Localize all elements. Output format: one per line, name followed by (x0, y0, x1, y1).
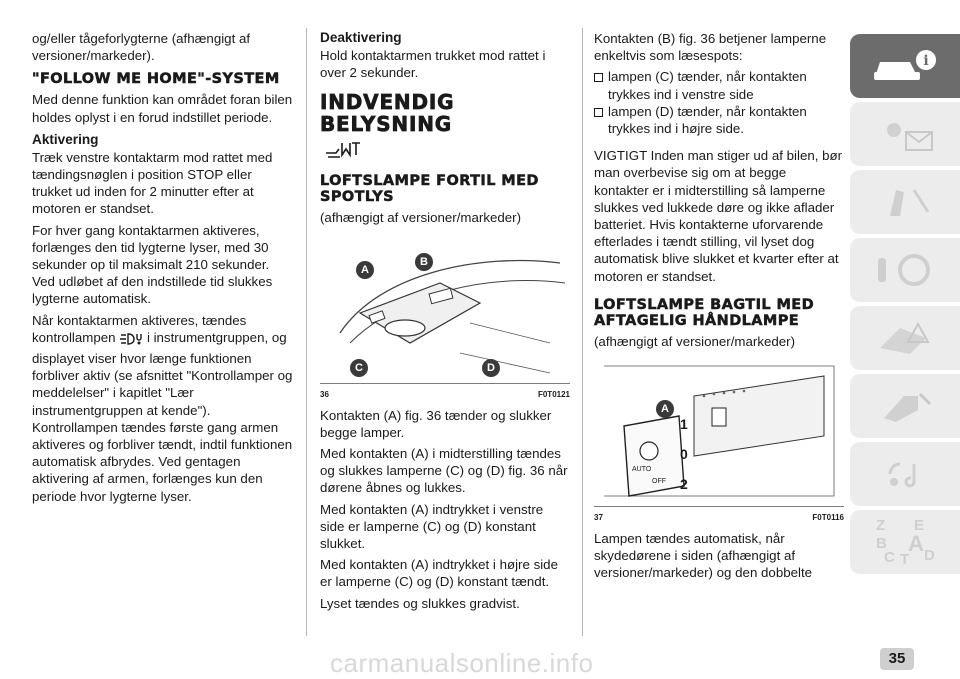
callout-c: C (350, 359, 368, 377)
section-heading-loftslampe-fortil: LOFTSLAMPE FORTIL MED SPOTLYS (320, 173, 539, 206)
tab-seat-airbag[interactable] (850, 170, 960, 234)
section-heading-loftslampe-bagtil: LOFTSLAMPE BAGTIL MED AFTAGELIG HÅNDLAMPE (594, 296, 815, 329)
paragraph: Lampen tændes automatisk, når skydedørene i siden (afhængigt af versioner/markeder) og den dobbelte (594, 531, 813, 581)
switch-label-auto: AUTO (632, 466, 652, 474)
figure-code: F0T0116 (812, 513, 844, 523)
interior-light-icon (322, 139, 570, 166)
switch-label-off: OFF (652, 478, 666, 486)
paragraph: Træk venstre kontaktarm mod rattet med tændingsnøglen i position STOP eller trukket ud inden for 2 minutter efter at motoren er standset. (32, 149, 273, 217)
tab-service[interactable] (850, 374, 960, 438)
paragraph: Lyset tændes og slukkes gradvist. (320, 595, 520, 611)
tab-warning-lights[interactable] (850, 102, 960, 166)
paragraph: (afhængigt af versioner/markeder) (594, 333, 796, 349)
tab-index[interactable] (850, 510, 960, 574)
subheading-deaktivering: Deaktivering (320, 30, 402, 45)
figure-caption (320, 390, 570, 399)
bullet-square-icon (594, 108, 603, 117)
paragraph: Med kontakten (A) indtrykket i venstre side er lamperne (C) og (D) konstant slukket. (320, 501, 544, 552)
multimedia-icon (870, 454, 940, 494)
key-steering-icon (870, 250, 940, 290)
follow-me-warning-light-icon (119, 332, 143, 350)
list-item: lampen (D) tænder, når kontakten trykkes ind i højre side. (594, 103, 844, 147)
car-info-icon (870, 46, 940, 86)
chapter-heading-indvendig-belysning: INDVENDIG BELYSNING (320, 90, 455, 137)
column-divider (582, 28, 583, 636)
switch-position-0: 0 (680, 446, 688, 463)
service-icon (870, 386, 940, 426)
callout-a: A (656, 400, 674, 418)
figure-36-front-ceiling-lamp (320, 233, 570, 384)
paragraph: Kontakten (A) fig. 36 tænder og slukker begge lamper. (320, 407, 552, 440)
callout-b: B (415, 253, 433, 271)
paragraph: (afhængigt af versioner/markeder) (320, 210, 522, 226)
figure-number: 37 (594, 513, 603, 523)
subheading-aktivering: Aktivering (32, 131, 99, 147)
paragraph: Hold kontaktarmen trukket mod rattet i over 2 sekunder. (320, 48, 546, 81)
watermark: carmanualsonline.info (330, 648, 594, 678)
warning-lights-icon (870, 114, 940, 154)
column-middle (320, 30, 570, 616)
paragraph: Kontakten (B) fig. 36 betjener lamperne enkeltvis som læsespots: (594, 31, 827, 64)
list-item: lampen (C) tænder, når kontakten trykkes ind i venstre side (594, 68, 844, 102)
switch-position-2: 2 (680, 476, 688, 493)
paragraph: Med denne funktion kan området foran bilen holdes oplyst i en forud indstillet periode. (32, 92, 293, 125)
tab-breakdown[interactable] (850, 306, 960, 370)
paragraph: Når kontaktarmen aktiveres, tændes kontrollampen i instrumentgruppen, og displayet viser hvor længe funktionen forbliver aktiv (se afsnittet "Kontrollamper og meddelelser" i kapitlet "Lær instrumentgruppen at kende"). Kontrollampen tændes første gang armen aktiveres og forbliver tændt, indtil funktionen automatisk afbrydes. Ved gentagen aktivering af armen, forlænges kun den periode hvor lygterne lyser. (32, 312, 293, 504)
callout-d: D (482, 359, 500, 377)
bullet-square-icon (594, 73, 603, 82)
switch-position-1: 1 (680, 416, 688, 433)
figure-code: F0T0121 (537, 389, 570, 399)
index-icon: Z E B A C T D (876, 517, 935, 568)
figure-number: 36 (320, 389, 329, 399)
column-left (32, 30, 294, 509)
tab-multimedia[interactable] (850, 442, 960, 506)
figure-37-rear-ceiling-lamp (594, 356, 844, 507)
paragraph: VIGTIGT Inden man stiger ud af bilen, bør man overbevise sig om at begge kontakter er i midterstilling så lamperne slukkes ved lukkede døre og ikke aflader batteriet. Hvis kontakterne uforvarende efterlades i tændt stilling, vil lyset dog automatisk blive slukket et kvarter efter at motoren er standset. (594, 148, 843, 284)
paragraph: og/eller tågeforlygterne (afhængigt af versioner/markeder). (32, 31, 251, 64)
figure-caption (594, 513, 844, 522)
section-heading-follow-me-home: "FOLLOW ME HOME"-SYSTEM (32, 71, 280, 88)
breakdown-icon (870, 318, 940, 358)
column-divider (306, 28, 307, 636)
column-right (594, 30, 844, 586)
seat-airbag-icon (870, 182, 940, 222)
callout-a: A (356, 261, 374, 279)
chapter-tabs (850, 34, 960, 578)
page-number: 35 (880, 648, 914, 670)
svg-text:i: i (923, 53, 929, 69)
tab-key-steering[interactable] (850, 238, 960, 302)
paragraph: Med kontakten (A) i midterstilling tændes og slukkes lamperne (C) og (D) fig. 36 når dørene åbnes og lukkes. (320, 446, 568, 496)
paragraph: For hver gang kontaktarmen aktiveres, forlænges den tid lygterne lyser, med 30 sekunder op til maksimalt 210 sekunder. Ved udløbet af den indstillede tid slukkes lygterne automatisk. (32, 222, 273, 307)
paragraph: Med kontakten (A) indtrykket i højre side er lamperne (C) og (D) konstant tændt. (320, 557, 558, 590)
tab-car-info[interactable] (850, 34, 960, 98)
